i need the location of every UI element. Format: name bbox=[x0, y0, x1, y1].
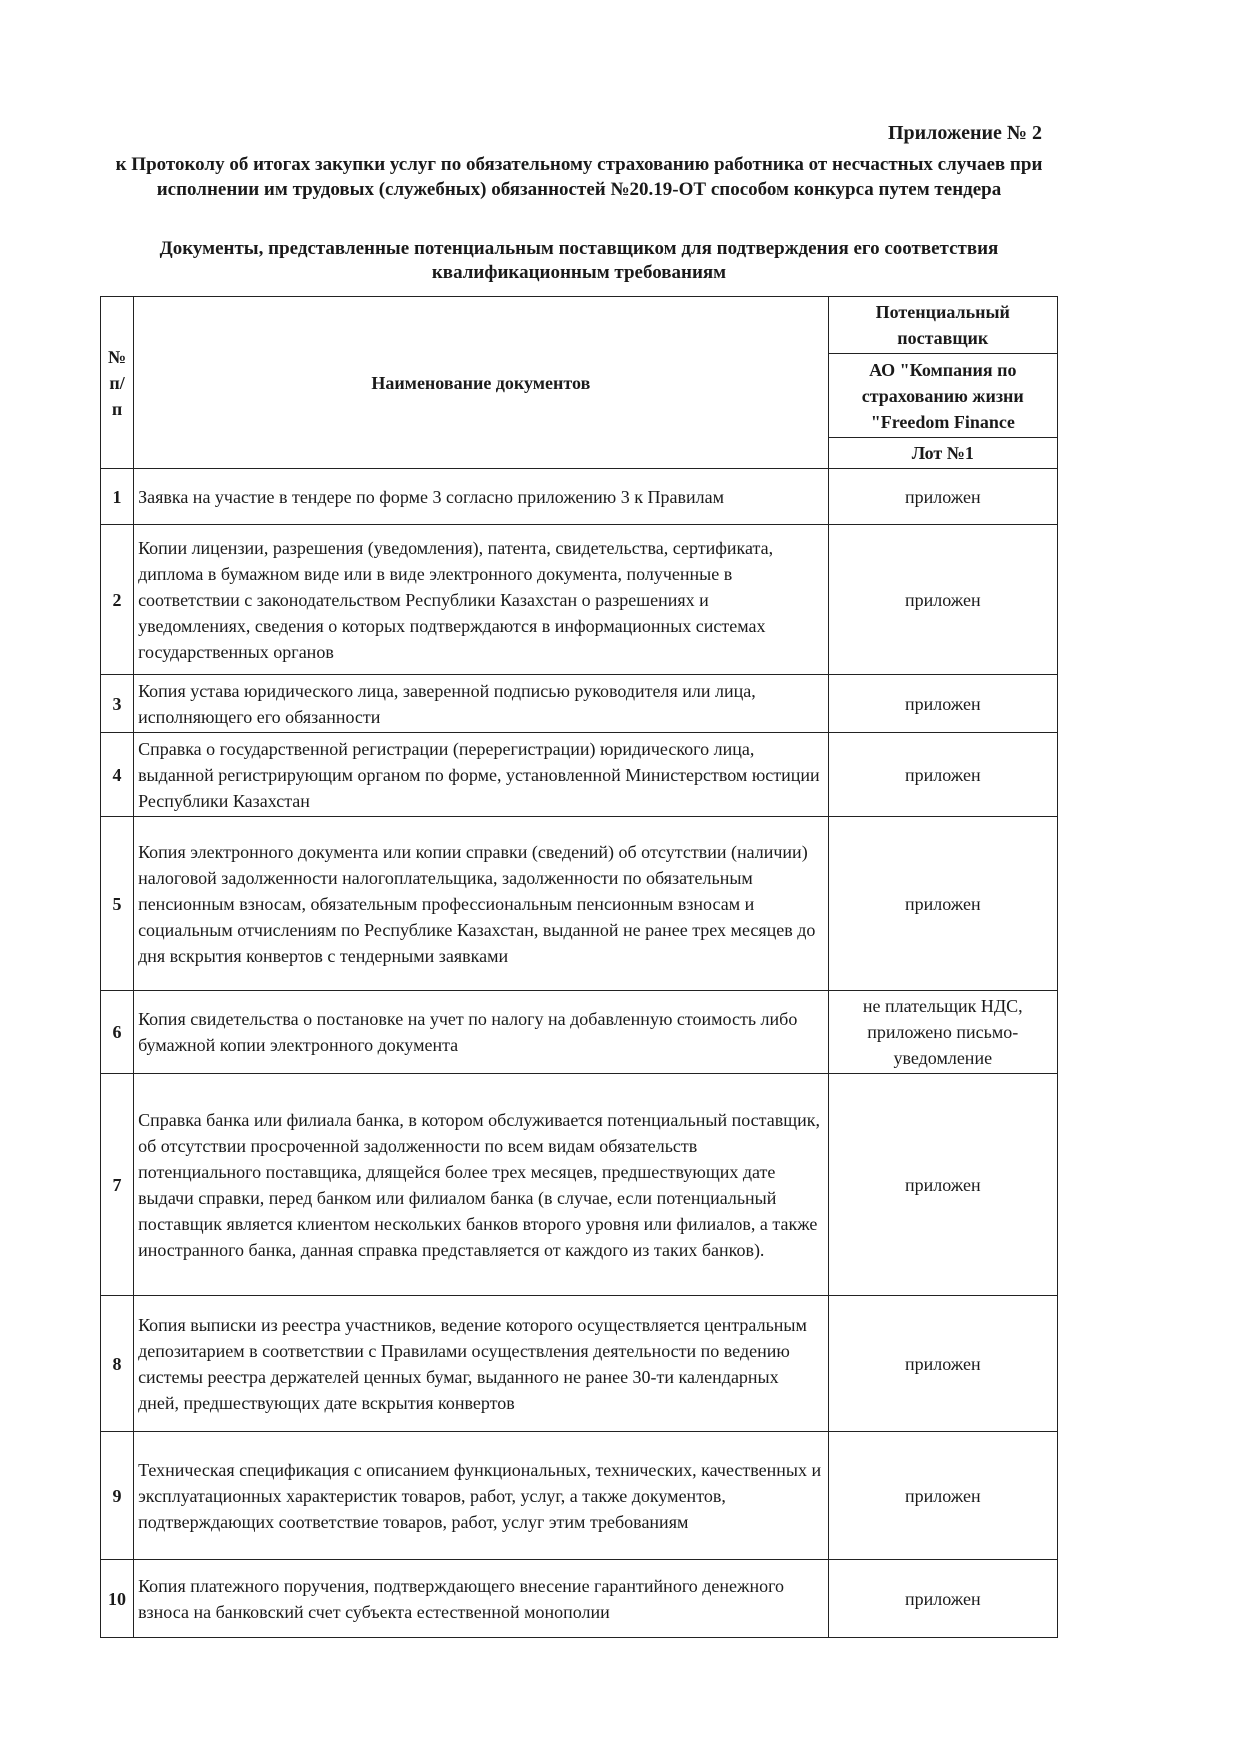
row-status: приложен bbox=[828, 525, 1057, 675]
row-document-name: Справка о государственной регистрации (перерегистрации) юридического лица, выданной регистрирующим органом по форме, установленной Министерством юстиции Республики Казахстан bbox=[134, 733, 828, 817]
row-number: 5 bbox=[101, 817, 134, 991]
row-status: приложен bbox=[828, 469, 1057, 525]
header-lot: Лот №1 bbox=[828, 438, 1057, 469]
header-document-name: Наименование документов bbox=[134, 297, 828, 469]
row-status: приложен bbox=[828, 1074, 1057, 1296]
protocol-subtitle: к Протоколу об итогах закупки услуг по обязательному страхованию работника от несчастных случаев при исполнении им трудовых (служебных) обязанностей №20.19-ОТ способом конкурса путем тендера bbox=[115, 154, 1043, 200]
header-supplier-name: АО "Компания по страхованию жизни "Freedom Finance bbox=[828, 354, 1057, 438]
appendix-label: Приложение № 2 bbox=[887, 122, 1042, 144]
row-status: приложен bbox=[828, 675, 1057, 733]
header-supplier: Потенциальный поставщик bbox=[828, 297, 1057, 354]
row-status: приложен bbox=[828, 1296, 1057, 1432]
table-row bbox=[101, 469, 1058, 525]
row-document-name: Копия выписки из реестра участников, ведение которого осуществляется центральным депозитарием в соответствии с Правилами осуществления деятельности по ведению системы реестра держателей ценных бумаг, выданного не ранее 30-ти календарных дней, предшествующих дате вскрытия конвертов bbox=[134, 1296, 828, 1432]
table-row bbox=[101, 1560, 1058, 1638]
row-status: приложен bbox=[828, 1432, 1057, 1560]
row-number: 9 bbox=[101, 1432, 134, 1560]
row-document-name: Заявка на участие в тендере по форме 3 согласно приложению 3 к Правилам bbox=[134, 469, 828, 525]
row-document-name: Копия электронного документа или копии справки (сведений) об отсутствии (наличии) налоговой задолженности налогоплательщика, задолженности по обязательным пенсионным взносам, обязательным профессиональным пенсионным взносам и социальным отчислениям по Республике Казахстан, выданной не ранее трех месяцев до дня вскрытия конвертов с тендерными заявками bbox=[134, 817, 828, 991]
table-row bbox=[101, 991, 1058, 1074]
table-body bbox=[101, 469, 1058, 1638]
row-number: 2 bbox=[101, 525, 134, 675]
row-number: 10 bbox=[101, 1560, 134, 1638]
row-number: 7 bbox=[101, 1074, 134, 1296]
row-document-name: Копия устава юридического лица, заверенной подписью руководителя или лица, исполняющего его обязанности bbox=[134, 675, 828, 733]
row-document-name: Копия платежного поручения, подтверждающего внесение гарантийного денежного взноса на банковский счет субъекта естественной монополии bbox=[134, 1560, 828, 1638]
documents-table bbox=[100, 296, 1058, 1638]
row-status: приложен bbox=[828, 817, 1057, 991]
row-number: 1 bbox=[101, 469, 134, 525]
row-document-name: Копии лицензии, разрешения (уведомления), патента, свидетельства, сертификата, диплома в бумажном виде или в виде электронного документа, полученные в соответствии с законодательством Республики Казахстан о разрешениях и уведомлениях, сведения о которых подтверждаются в информационных системах государственных органов bbox=[134, 525, 828, 675]
row-number: 4 bbox=[101, 733, 134, 817]
table-row bbox=[101, 675, 1058, 733]
row-number: 3 bbox=[101, 675, 134, 733]
table-row bbox=[101, 1432, 1058, 1560]
header-number: № п/п bbox=[101, 297, 134, 469]
row-document-name: Копия свидетельства о постановке на учет по налогу на добавленную стоимость либо бумажной копии электронного документа bbox=[134, 991, 828, 1074]
row-number: 8 bbox=[101, 1296, 134, 1432]
row-status: приложен bbox=[828, 1560, 1057, 1638]
document-title: Документы, представленные потенциальным поставщиком для подтверждения его соответствия квалификационным требованиям bbox=[159, 238, 999, 283]
row-status: приложен bbox=[828, 733, 1057, 817]
table-row bbox=[101, 1296, 1058, 1432]
row-document-name: Справка банка или филиала банка, в котором обслуживается потенциальный поставщик, об отсутствии просроченной задолженности по всем видам обязательств потенциального поставщика, длящейся более трех месяцев, предшествующих дате выдачи справки, перед банком или филиалом банка (в случае, если потенциальный поставщик является клиентом нескольких банков второго уровня или филиалов, а также иностранного банка, данная справка представляется от каждого из таких банков). bbox=[134, 1074, 828, 1296]
row-document-name: Техническая спецификация с описанием функциональных, технических, качественных и эксплуатационных характеристик товаров, работ, услуг, а также документов, подтверждающих соответствие товаров, работ, услуг этим требованиям bbox=[134, 1432, 828, 1560]
table-row bbox=[101, 733, 1058, 817]
table-row bbox=[101, 525, 1058, 675]
table-row bbox=[101, 817, 1058, 991]
row-number: 6 bbox=[101, 991, 134, 1074]
row-status: не плательщик НДС, приложено письмо-уведомление bbox=[828, 991, 1057, 1074]
table-row bbox=[101, 1074, 1058, 1296]
